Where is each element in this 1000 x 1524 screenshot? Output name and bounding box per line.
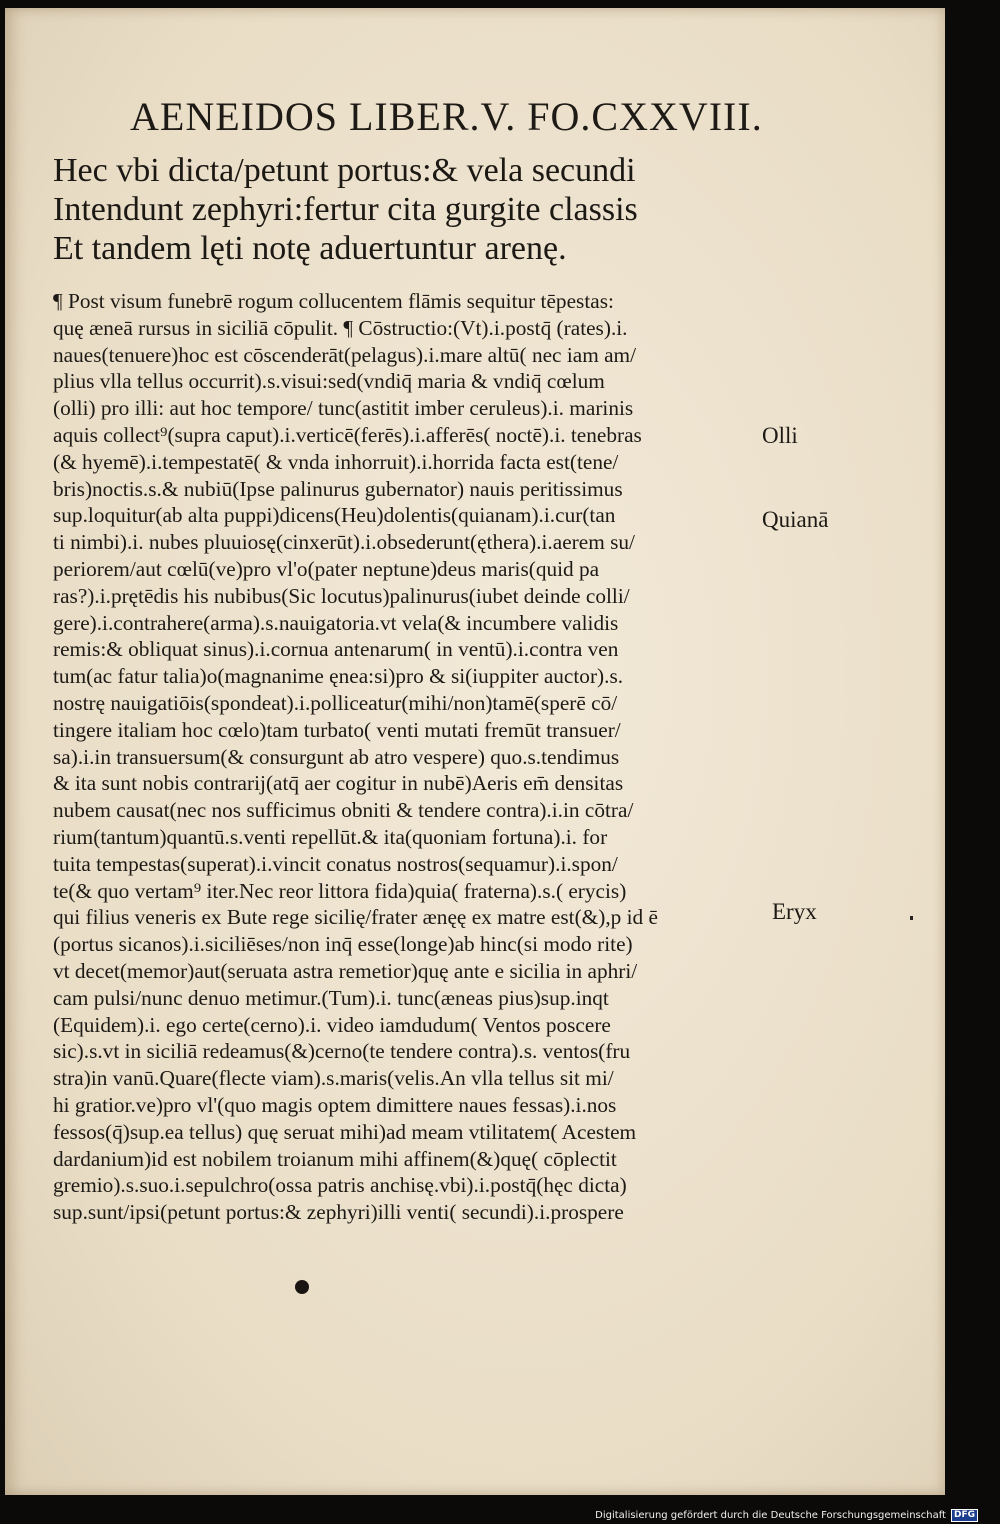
ink-dot	[295, 1280, 309, 1294]
commentary-line: remis:& obliquat sinus).i.cornua antenarum( in ventū).i.contra ven	[53, 637, 619, 662]
margin-gloss-olli: Olli	[762, 423, 798, 448]
commentary-line: quę æneā rursus in siciliā cōpulit. ¶ Cōstructio:(Vt).i.postq̄ (rates).i.	[53, 315, 628, 340]
commentary-line: ¶ Post visum funebrē rogum collucentem flāmis sequitur tēpestas:	[53, 289, 614, 313]
commentary-line: dardanium)id est nobilem troianum mihi affinem(&)quę( cōplectit	[53, 1146, 617, 1171]
commentary-line: sa).i.in transuersum(& consurgunt ab atro vespere) quo.s.tendimus	[53, 744, 620, 769]
commentary-line: ras?).i.prętēdis his nubibus(Sic locutus)palinurus(iubet deinde colli/	[53, 583, 630, 608]
commentary-line: aquis collect⁹(supra caput).i.verticē(ferēs).i.afferēs( noctē).i. tenebras	[53, 422, 642, 447]
commentary-line: plius vlla tellus occurrit).s.visui:sed(vndiq̄ maria & vndiq̄ cœlum	[53, 369, 605, 394]
commentary-line: stra)in vanū.Quare(flecte viam).s.maris(velis.An vlla tellus sit mi/	[53, 1066, 614, 1091]
dfg-logo: DFG	[951, 1509, 978, 1522]
commentary-line: (& hyemē).i.tempestatē( & vnda inhorruit).i.horrida facta est(tene/	[53, 449, 619, 474]
commentary-line: (Equidem).i. ego certe(cerno).i. video iamdudum( Ventos poscere	[53, 1012, 611, 1037]
commentary-line: (portus sicanos).i.siciliēses/non inq̄ esse(longe)ab hinc(si modo rite)	[53, 932, 633, 957]
verse-line: Hec vbi dicta/petunt portus:& vela secundi	[53, 152, 636, 189]
commentary-line: & ita sunt nobis contrarij(atq̄ aer cogitur in nubē)Aeris em̄ densitas	[53, 771, 624, 796]
verse-line: Et tandem lęti notę aduertuntur arenę.	[53, 230, 567, 267]
commentary-line: sup.loquitur(ab alta puppi)dicens(Heu)dolentis(quianam).i.cur(tan	[53, 503, 616, 528]
commentary-line: nostrę nauigatiōis(spondeat).i.polliceatur(mihi/non)tamē(sperē cō/	[53, 690, 618, 715]
commentary-line: fessos(q̄)sup.ea tellus) quę seruat mihi)ad meam vtilitatem( Acestem	[53, 1119, 637, 1144]
commentary-line: tum(ac fatur talia)o(magnanime ęnea:si)pro & si(iuppiter auctor).s.	[53, 664, 624, 689]
commentary-line: qui filius veneris ex Bute rege sicilię/frater ænęę ex matre est(&),p id ē	[53, 905, 658, 930]
commentary-line: te(& quo vertam⁹ iter.Nec reor littora fida)quia( fraterna).s.( erycis)	[53, 878, 627, 903]
verse-line: Intendunt zephyri:fertur cita gurgite classis	[53, 191, 638, 228]
commentary-line: bris)noctis.s.& nubiū(Ipse palinurus gubernator) nauis peritissimus	[53, 476, 623, 501]
margin-gloss-quianam: Quianā	[762, 507, 829, 532]
credit-text: Digitalisierung gefördert durch die Deutsche Forschungsgemeinschaft	[595, 1509, 946, 1521]
commentary-line: sup.sunt/ipsi(petunt portus:& zephyri)illi venti( secundi).i.prospere	[53, 1200, 624, 1225]
commentary-line: gremio).s.suo.i.sepulchro(ossa patris anchisę.vbi).i.postq̄(hęc dicta)	[53, 1173, 627, 1198]
commentary-line: vt decet(memor)aut(seruata astra remetior)quę ante e sicilia in aphri/	[53, 958, 638, 983]
commentary-line: tuita tempestas(superat).i.vincit conatus nostros(sequamur).i.spon/	[53, 851, 618, 876]
commentary-line: ti nimbi).i. nubes pluuiosę(cinxerūt).i.obsederunt(ęthera).i.aerem su/	[53, 530, 635, 555]
commentary-line: (olli) pro illi: aut hoc tempore/ tunc(astitit imber ceruleus).i. marinis	[53, 396, 634, 421]
commentary-line: rium(tantum)quantū.s.venti repellūt.& ita(quoniam fortuna).i. for	[53, 824, 608, 849]
commentary-block	[53, 288, 773, 1226]
commentary-line: hi gratior.ve)pro vl'(quo magis optem dimittere naues fessas).i.nos	[53, 1092, 617, 1117]
digitization-credit	[595, 1508, 978, 1522]
commentary-line: naues(tenuere)hoc est cōscenderāt(pelagus).i.mare altū( nec iam am/	[53, 342, 637, 367]
verse-block	[53, 151, 773, 268]
commentary-line: tingere italiam hoc cœlo)tam turbato( venti mutati fremūt transuer/	[53, 717, 621, 742]
ink-speck	[910, 916, 913, 920]
book-page	[5, 8, 945, 1495]
commentary-line: gere).i.contrahere(arma).s.nauigatoria.vt vela(& incumbere validis	[53, 610, 619, 635]
commentary-line: periorem/aut cœlū(ve)pro vl'o(pater neptune)deus maris(quid pa	[53, 556, 600, 581]
margin-gloss-eryx: Eryx	[772, 899, 817, 924]
commentary-line: nubem causat(nec nos sufficimus obniti & tendere contra).i.in cōtra/	[53, 798, 634, 823]
commentary-line: cam pulsi/nunc denuo metimur.(Tum).i. tunc(æneas pius)sup.inqt	[53, 985, 609, 1010]
running-header: AENEIDOS LIBER.V. FO.CXXVIII.	[130, 94, 763, 139]
commentary-line: sic).s.vt in siciliā redeamus(&)cerno(te tendere contra).s. ventos(fru	[53, 1039, 631, 1064]
